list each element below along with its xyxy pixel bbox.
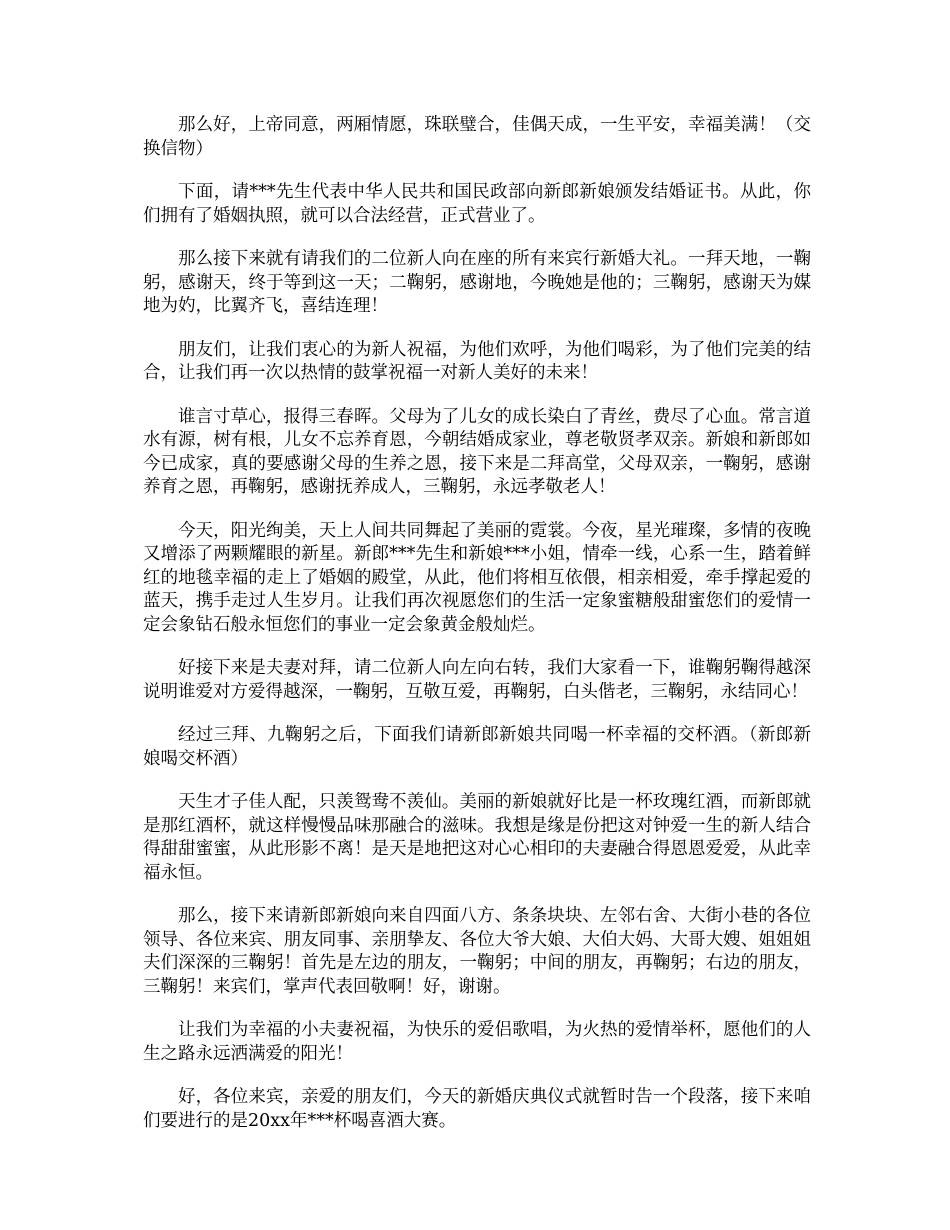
paragraph-bow-to-heaven-earth: 那么接下来就有请我们的二位新人向在座的所有来宾行新婚大礼。一拜天地，一鞠躬，感谢天，终于等到这一天；二鞠躬，感谢地，今晚她是他的；三鞠躬，感谢天为媒地为妁，比翼齐飞，喜结连理！ (143, 249, 811, 316)
document-body (143, 114, 811, 1153)
paragraph-exchange-tokens: 那么好，上帝同意，两厢情愿，珠联璧合，佳偶天成，一生平安，幸福美满！（交换信物） (143, 115, 811, 159)
paragraph-closing: 好，各位来宾，亲爱的朋友们，今天的新婚庆典仪式就暂时告一个段落，接下来咱们要进行的是20xx年***杯喝喜酒大赛。 (143, 1087, 811, 1131)
paragraph-bow-to-guests: 那么，接下来请新郎新娘向来自四面八方、条条块块、左邻右舍、大街小巷的各位领导、各位来宾、朋友同事、亲朋挚友、各位大爷大娘、大伯大妈、大哥大嫂、姐姐姐夫们深深的三鞠躬！首先是左边的朋友，一鞠躬；中间的朋友，再鞠躬；右边的朋友，三鞠躬！来宾们，掌声代表回敬啊！好，谢谢。 (143, 906, 811, 997)
paragraph-final-blessing: 让我们为幸福的小夫妻祝福，为快乐的爱侣歌唱，为火热的爱情举杯，愿他们的人生之路永远洒满爱的阳光！ (143, 1020, 811, 1064)
paragraph-sunshine-blessing: 今天，阳光绚美，天上人间共同舞起了美丽的霓裳。今夜，星光璀璨，多情的夜晚又增添了两颗耀眼的新星。新郎***先生和新娘***小姐，情牵一线，心系一生，踏着鲜红的地毯幸福的走上了婚姻的殿堂，从此，他们将相互依偎，相亲相爱，牵手撑起爱的蓝天，携手走过人生岁月。让我们再次视愿您们的生活一定象蜜糖般甜蜜您们的爱情一定会象钻石般永恒您们的事业一定会象黄金般灿烂。 (143, 520, 811, 635)
paragraph-perfect-match: 天生才子佳人配，只羡鸳鸯不羡仙。美丽的新娘就好比是一杯玫瑰红酒，而新郎就是那红酒杯，就这样慢慢品味那融合的滋味。我想是缘是份把这对钟爱一生的新人结合得甜甜蜜蜜，从此形影不离！是天是地把这对心心相印的夫妻融合得恩恩爱爱，从此幸福永恒。 (143, 792, 811, 883)
paragraph-wedding-toast: 经过三拜、九鞠躬之后，下面我们请新郎新娘共同喝一杯幸福的交杯酒。（新郎新娘喝交杯酒） (143, 725, 811, 769)
paragraph-couple-bow: 好接下来是夫妻对拜，请二位新人向左向右转，我们大家看一下，谁鞠躬鞠得越深说明谁爱对方爱得越深，一鞠躬，互敬互爱，再鞠躬，白头偕老，三鞠躬，永结同心！ (143, 658, 811, 702)
paragraph-blessing-applause: 朋友们，让我们衷心的为新人祝福，为他们欢呼，为他们喝彩，为了他们完美的结合，让我们再一次以热情的鼓掌祝福一对新人美好的未来！ (143, 339, 811, 383)
paragraph-bow-to-parents: 谁言寸草心，报得三春晖。父母为了儿女的成长染白了青丝，费尽了心血。常言道水有源，树有根，儿女不忘养育恩，今朝结婚成家业，尊老敬贤孝双亲。新娘和新郎如今已成家，真的要感谢父母的生养之恩，接下来是二拜高堂，父母双亲，一鞠躬，感谢养育之恩，再鞠躬，感谢抚养成人，三鞠躬，永远孝敬老人！ (143, 406, 811, 497)
paragraph-marriage-certificate: 下面，请***先生代表中华人民共和国民政部向新郎新娘颁发结婚证书。从此，你们拥有了婚姻执照，就可以合法经营，正式营业了。 (143, 182, 811, 226)
